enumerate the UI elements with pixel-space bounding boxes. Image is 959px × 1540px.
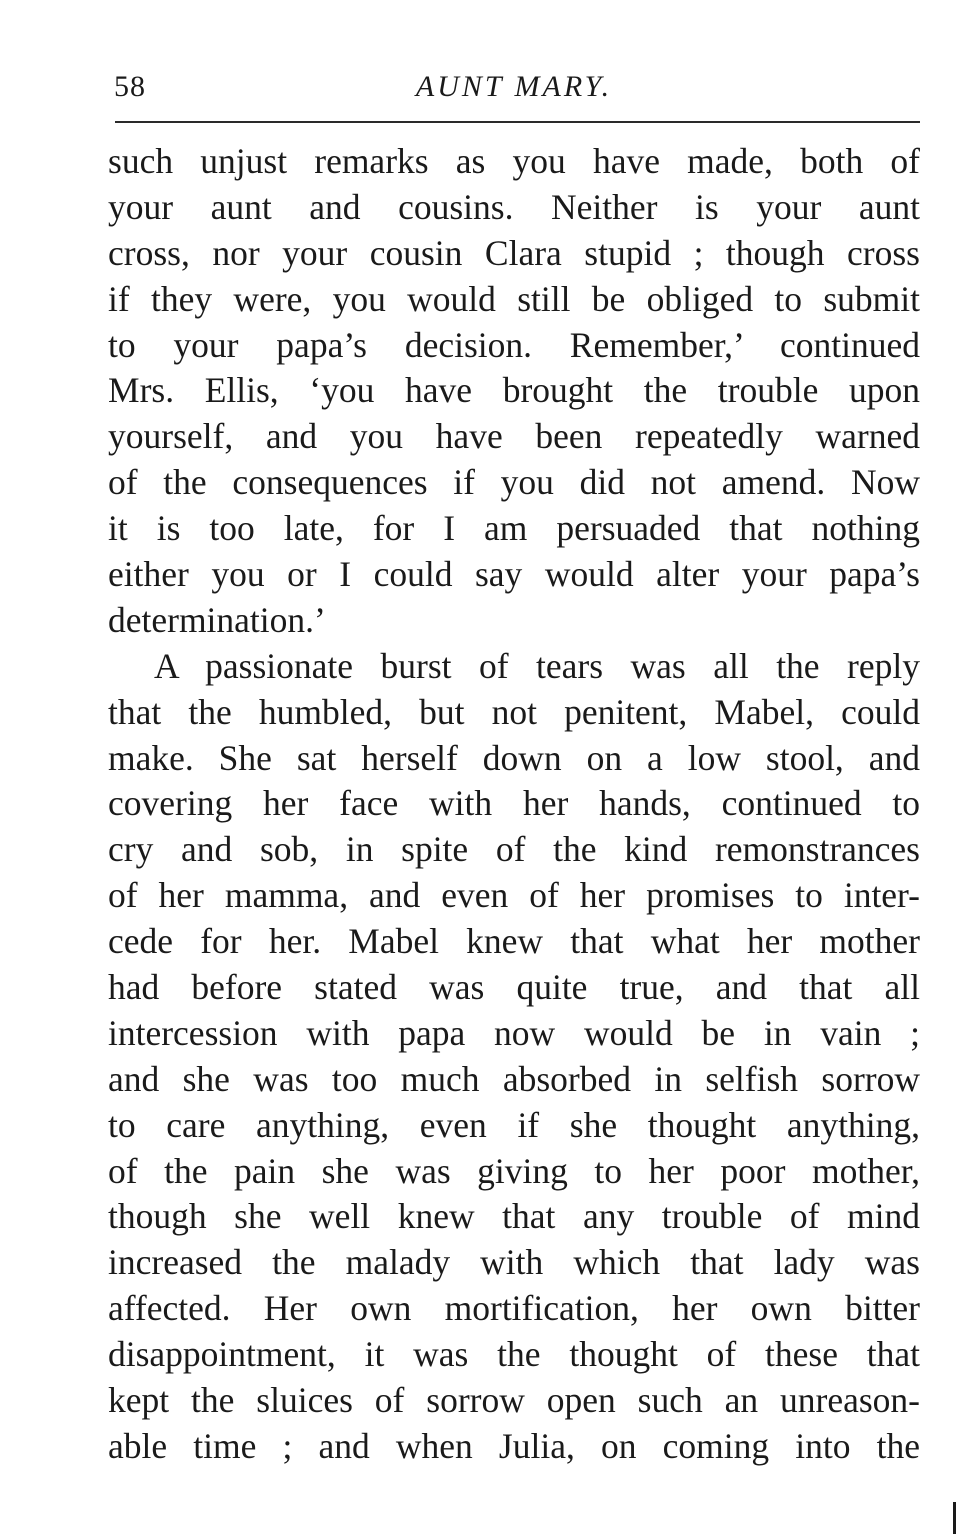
text-line: of her mamma, and even of her promises to inter- [108,875,920,916]
text-line: yourself, and you have been repeatedly warned [108,416,920,457]
text-line: of the consequences if you did not amend. Now [108,462,920,503]
page-number: 58 [114,70,146,103]
text-line: kept the sluices of sorrow open such an unreason- [108,1380,920,1421]
text-line: and she was too much absorbed in selfish sorrow [108,1058,920,1099]
page-header [108,66,920,106]
text-line: covering her face with her hands, continued to [108,783,920,824]
text-line: cede for her. Mabel knew that what her mother [108,921,920,962]
header-rule [115,121,920,123]
text-line: though she well knew that any trouble of mind [108,1196,920,1237]
text-line: make. She sat herself down on a low stool, and [108,737,920,778]
page-edge-mark [953,1502,956,1534]
body-text [108,139,920,1470]
text-line: cry and sob, in spite of the kind remonstrances [108,829,920,870]
text-line: your aunt and cousins. Neither is your aunt [108,186,920,227]
text-line: intercession with papa now would be in vain ; [108,1012,920,1053]
running-title: AUNT MARY. [415,70,613,103]
text-line: such unjust remarks as you have made, both of [108,141,920,181]
text-line: cross, nor your cousin Clara stupid ; though cross [108,232,920,273]
text-line: if they were, you would still be obliged to submit [108,278,920,319]
text-line: that the humbled, but not penitent, Mabel, could [108,691,920,732]
text-line: to your papa’s decision. Remember,’ continued [108,324,920,365]
text-line: affected. Her own mortification, her own bitter [108,1288,920,1329]
text-line: increased the malady with which that lady was [108,1242,920,1283]
paragraph-start-line: A passionate burst of tears was all the reply [154,645,920,686]
text-line: to care anything, even if she thought anything, [108,1104,920,1145]
text-line: it is too late, for I am persuaded that nothing [108,508,920,549]
text-line: determination.’ [108,599,326,640]
text-line: Mrs. Ellis, ‘you have brought the trouble upon [108,370,920,411]
text-line: either you or I could say would alter your papa’s [108,554,920,595]
text-line: able time ; and when Julia, on coming into the [108,1425,920,1466]
text-line: disappointment, it was the thought of these that [108,1334,920,1375]
text-line: had before stated was quite true, and that all [108,967,920,1008]
text-line: of the pain she was giving to her poor mother, [108,1150,920,1191]
